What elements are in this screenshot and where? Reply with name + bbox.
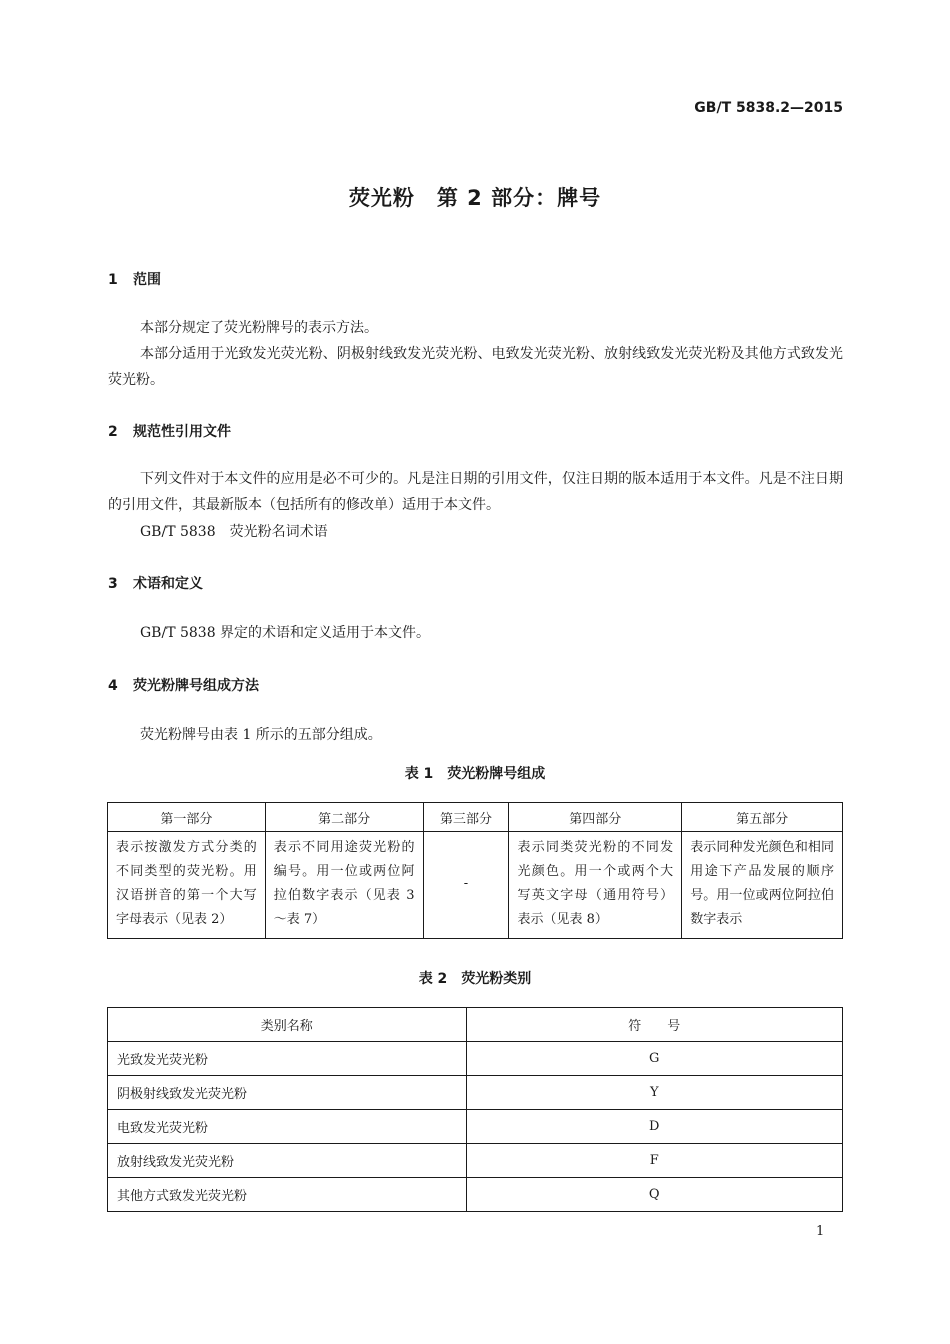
section-4-heading [108,675,259,695]
category-name: 其他方式致发光荧光粉 [108,1178,467,1212]
table-1 [107,802,843,939]
category-name: 光致发光荧光粉 [108,1042,467,1076]
table-2 [107,1007,843,1212]
section-number: 4 [108,678,118,694]
normative-reference: GB/T 5838 荧光粉名词术语 [140,524,328,540]
table-cell: 表示同类荧光粉的不同发光颜色。用一个或两个大写英文字母（通用符号）表示（见表 8） [509,832,682,939]
section-title: 范围 [133,272,161,288]
table-row [108,1076,843,1110]
category-symbol: Y [466,1076,843,1110]
table-row [108,1110,843,1144]
section-1-paragraph-2: 本部分适用于光致发光荧光粉、阴极射线致发光荧光粉、电致发光荧光粉、放射线致发光荧光粉及其他方式致发光荧光粉。 [108,346,843,388]
document-title: 荧光粉 第 2 部分：牌号 [348,186,602,210]
table-cell: 表示按激发方式分类的不同类型的荧光粉。用汉语拼音的第一个大写字母表示（见表 2） [108,832,266,939]
column-header: 第四部分 [509,803,682,832]
table-1-number: 表 1 [404,766,434,782]
column-header: 第五部分 [682,803,843,832]
category-symbol: D [466,1110,843,1144]
category-name: 放射线致发光荧光粉 [108,1144,467,1178]
table-1-caption [0,763,950,783]
category-name: 电致发光荧光粉 [108,1110,467,1144]
section-3-paragraph-1: GB/T 5838 界定的术语和定义适用于本文件。 [140,625,431,641]
section-2-heading [108,421,231,441]
section-4-paragraph-1: 荧光粉牌号由表 1 所示的五部分组成。 [140,727,382,743]
column-header: 类别名称 [108,1008,467,1042]
standard-code: GB/T 5838.2—2015 [694,100,843,116]
section-3-heading [108,573,203,593]
category-symbol: Q [466,1178,843,1212]
section-2-paragraph-1: 下列文件对于本文件的应用是必不可少的。凡是注日期的引用文件，仅注日期的版本适用于本文件。凡是不注日期的引用文件，其最新版本（包括所有的修改单）适用于本文件。 [108,471,843,513]
table-2-title: 荧光粉类别 [461,971,532,987]
section-title: 术语和定义 [133,576,203,592]
section-title: 荧光粉牌号组成方法 [133,678,259,694]
table-header-row [108,1008,843,1042]
column-header: 符 号 [466,1008,843,1042]
table-row [108,1144,843,1178]
table-row [108,832,843,939]
section-number: 1 [108,272,118,288]
category-symbol: F [466,1144,843,1178]
table-cell: 表示同种发光颜色和相同用途下产品发展的顺序号。用一位或两位阿拉伯数字表示 [682,832,843,939]
table-header-row [108,803,843,832]
column-header: 第三部分 [423,803,509,832]
page-number: 1 [816,1224,825,1239]
section-1-paragraph-1: 本部分规定了荧光粉牌号的表示方法。 [140,320,378,336]
column-header: 第二部分 [265,803,423,832]
section-number: 2 [108,424,118,440]
table-2-caption [0,968,950,988]
section-number: 3 [108,576,118,592]
section-title: 规范性引用文件 [133,424,231,440]
section-1-heading [108,269,161,289]
table-row [108,1042,843,1076]
table-row [108,1178,843,1212]
category-symbol: G [466,1042,843,1076]
column-header: 第一部分 [108,803,266,832]
table-1-title: 荧光粉牌号组成 [447,766,546,782]
table-cell: 表示不同用途荧光粉的编号。用一位或两位阿拉伯数字表示（见表 3～表 7） [265,832,423,939]
category-name: 阴极射线致发光荧光粉 [108,1076,467,1110]
table-cell: - [423,832,509,939]
table-2-number: 表 2 [418,971,448,987]
